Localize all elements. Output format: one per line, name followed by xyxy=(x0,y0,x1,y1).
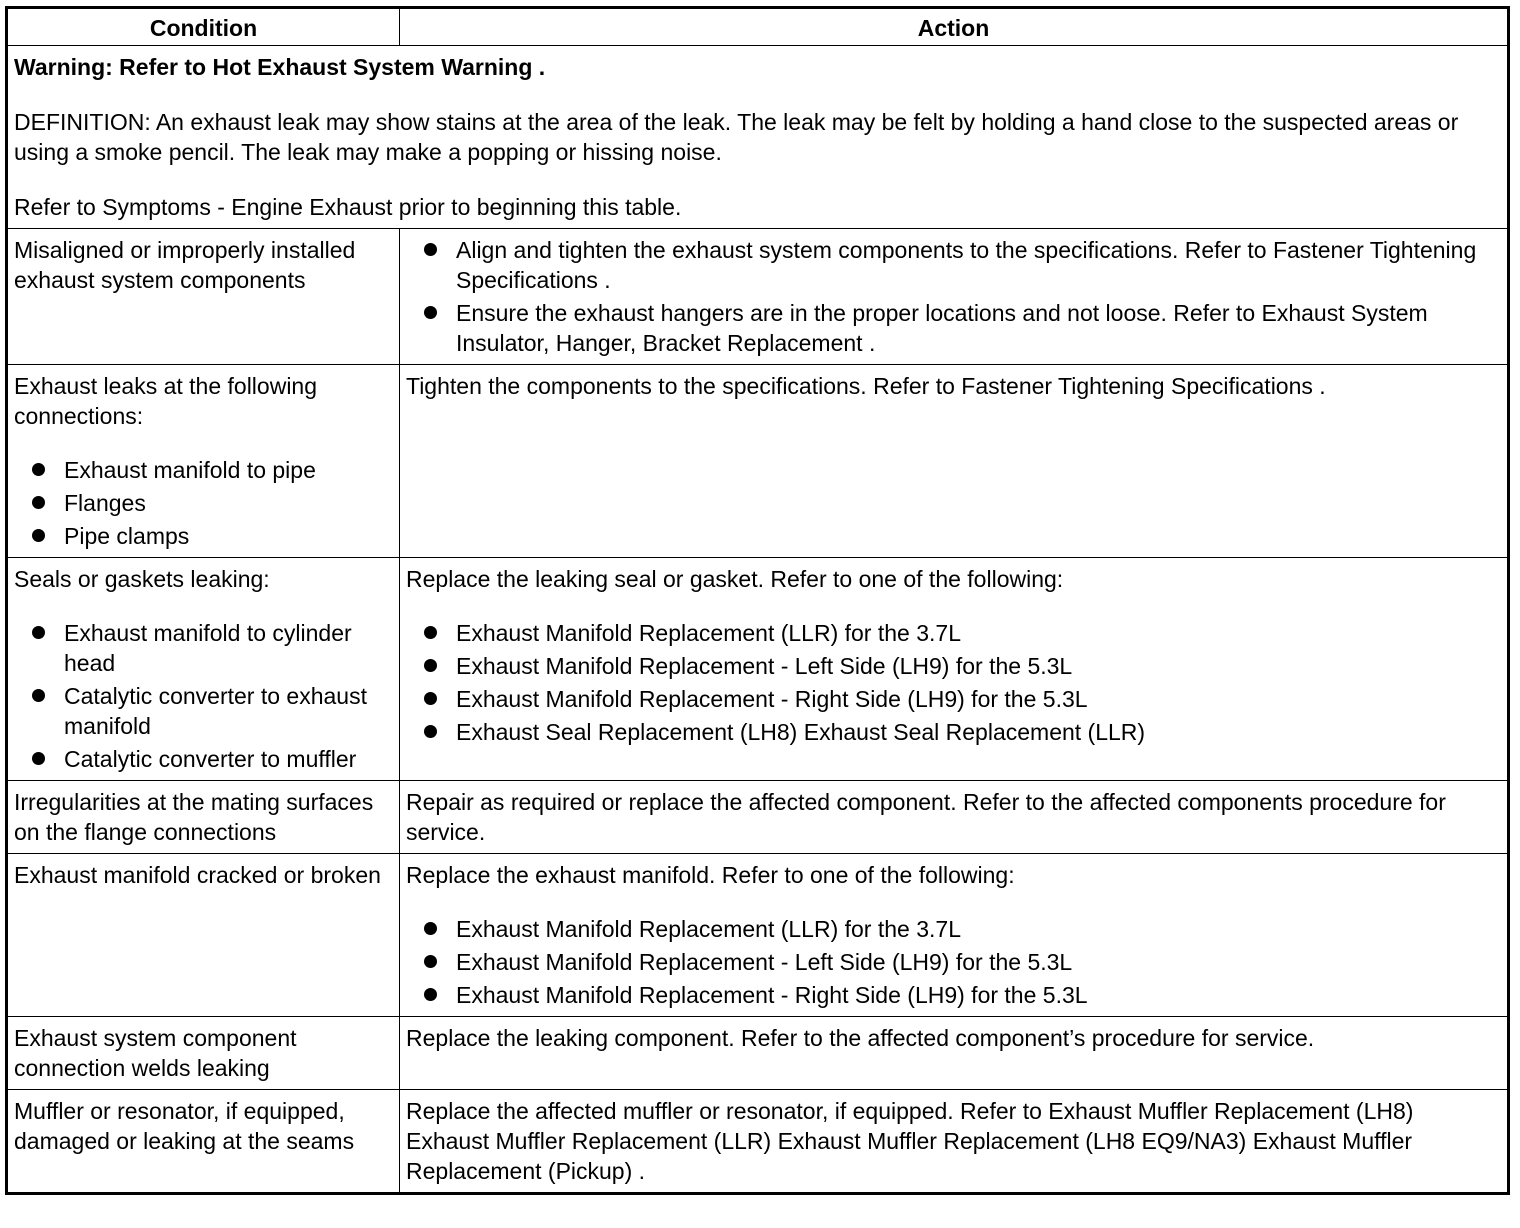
diagnostic-table xyxy=(5,6,1510,1195)
list-item-text: Exhaust Manifold Replacement - Right Side (LH9) for the 5.3L xyxy=(456,982,1088,1008)
condition-text: Muffler or resonator, if equipped, damaged or leaking at the seams xyxy=(14,1098,355,1154)
list-item-text: Flanges xyxy=(64,490,146,516)
action-text: Replace the affected muffler or resonator, if equipped. Refer to Exhaust Muffler Replacement (LH8) Exhaust Muffler Replacement (LLR) Exhaust Muffler Replacement (LH8 EQ9/NA3) Exhaust Muffler Replacement (Pickup) . xyxy=(406,1098,1414,1184)
list-item-text: Exhaust Seal Replacement (LH8) Exhaust Seal Replacement (LLR) xyxy=(456,719,1146,745)
action-cell xyxy=(400,1090,1509,1194)
bullet-icon xyxy=(32,529,45,542)
list-item xyxy=(406,684,1501,714)
list-item-text: Align and tighten the exhaust system components to the specifications. Refer to Fastener Tightening Specifications . xyxy=(456,237,1477,293)
table-row xyxy=(7,558,1509,781)
table-header-row xyxy=(7,8,1509,46)
action-bullet-list xyxy=(406,914,1501,1010)
bullet-icon xyxy=(424,725,437,738)
condition-cell xyxy=(7,1017,400,1090)
intro-row xyxy=(7,46,1509,229)
intro-cell xyxy=(7,46,1509,229)
bullet-icon xyxy=(424,988,437,1001)
list-item xyxy=(406,651,1501,681)
list-item-text: Exhaust manifold to pipe xyxy=(64,457,316,483)
table-row xyxy=(7,229,1509,365)
condition-text: Exhaust leaks at the following connections: xyxy=(14,373,318,429)
list-item xyxy=(406,618,1501,648)
action-text: Repair as required or replace the affected component. Refer to the affected components procedure for service. xyxy=(406,789,1446,845)
bullet-icon xyxy=(424,955,437,968)
action-cell xyxy=(400,781,1509,854)
column-header-condition: Condition xyxy=(7,8,400,46)
list-item xyxy=(406,298,1501,358)
list-item xyxy=(14,455,393,485)
list-item-text: Exhaust Manifold Replacement - Left Side (LH9) for the 5.3L xyxy=(456,949,1073,975)
list-item xyxy=(406,914,1501,944)
condition-cell xyxy=(7,229,400,365)
table-row xyxy=(7,1017,1509,1090)
list-item xyxy=(406,717,1501,747)
list-item-text: Exhaust Manifold Replacement - Left Side (LH9) for the 5.3L xyxy=(456,653,1073,679)
list-item-text: Exhaust manifold to cylinder head xyxy=(64,620,352,676)
refer-text: Refer to Symptoms - Engine Exhaust prior to beginning this table. xyxy=(14,194,682,220)
bullet-icon xyxy=(424,692,437,705)
condition-bullet-list xyxy=(14,455,393,551)
warning-text: Warning: Refer to Hot Exhaust System Warning . xyxy=(14,54,546,80)
action-bullet-list xyxy=(406,618,1501,747)
list-item xyxy=(406,947,1501,977)
bullet-icon xyxy=(424,922,437,935)
list-item-text: Exhaust Manifold Replacement (LLR) for the 3.7L xyxy=(456,916,961,942)
bullet-icon xyxy=(424,626,437,639)
list-item xyxy=(14,488,393,518)
action-cell xyxy=(400,854,1509,1017)
condition-text: Exhaust system component connection welds leaking xyxy=(14,1025,297,1081)
action-bullet-list xyxy=(406,235,1501,358)
list-item xyxy=(14,618,393,678)
table-row xyxy=(7,854,1509,1017)
list-item-text: Ensure the exhaust hangers are in the proper locations and not loose. Refer to Exhaust System Insulator, Hanger, Bracket Replacement . xyxy=(456,300,1428,356)
condition-cell xyxy=(7,854,400,1017)
action-cell xyxy=(400,365,1509,558)
table-row xyxy=(7,1090,1509,1194)
condition-text: Seals or gaskets leaking: xyxy=(14,566,270,592)
column-header-action: Action xyxy=(400,8,1509,46)
list-item-text: Pipe clamps xyxy=(64,523,190,549)
bullet-icon xyxy=(424,306,437,319)
list-item xyxy=(406,235,1501,295)
bullet-icon xyxy=(32,752,45,765)
bullet-icon xyxy=(32,626,45,639)
list-item-text: Exhaust Manifold Replacement - Right Side (LH9) for the 5.3L xyxy=(456,686,1088,712)
action-cell xyxy=(400,229,1509,365)
list-item xyxy=(14,744,393,774)
table-row xyxy=(7,781,1509,854)
table-row xyxy=(7,365,1509,558)
action-text: Tighten the components to the specifications. Refer to Fastener Tightening Specifications . xyxy=(406,373,1326,399)
action-text: Replace the leaking component. Refer to the affected component’s procedure for service. xyxy=(406,1025,1315,1051)
bullet-icon xyxy=(424,659,437,672)
bullet-icon xyxy=(32,463,45,476)
condition-text: Exhaust manifold cracked or broken xyxy=(14,862,381,888)
action-cell xyxy=(400,558,1509,781)
action-cell xyxy=(400,1017,1509,1090)
condition-cell xyxy=(7,365,400,558)
list-item xyxy=(14,521,393,551)
bullet-icon xyxy=(424,243,437,256)
condition-bullet-list xyxy=(14,618,393,774)
definition-text: DEFINITION: An exhaust leak may show stains at the area of the leak. The leak may be felt by holding a hand close to the suspected areas or using a smoke pencil. The leak may make a popping or hissing noise. xyxy=(14,109,1459,165)
list-item-text: Catalytic converter to muffler xyxy=(64,746,357,772)
list-item-text: Catalytic converter to exhaust manifold xyxy=(64,683,367,739)
list-item xyxy=(14,681,393,741)
condition-cell xyxy=(7,1090,400,1194)
bullet-icon xyxy=(32,496,45,509)
condition-cell xyxy=(7,781,400,854)
action-text: Replace the exhaust manifold. Refer to one of the following: xyxy=(406,862,1015,888)
bullet-icon xyxy=(32,689,45,702)
condition-cell xyxy=(7,558,400,781)
condition-text: Irregularities at the mating surfaces on the flange connections xyxy=(14,789,374,845)
action-text: Replace the leaking seal or gasket. Refer to one of the following: xyxy=(406,566,1064,592)
list-item xyxy=(406,980,1501,1010)
list-item-text: Exhaust Manifold Replacement (LLR) for the 3.7L xyxy=(456,620,961,646)
condition-text: Misaligned or improperly installed exhaust system components xyxy=(14,237,356,293)
